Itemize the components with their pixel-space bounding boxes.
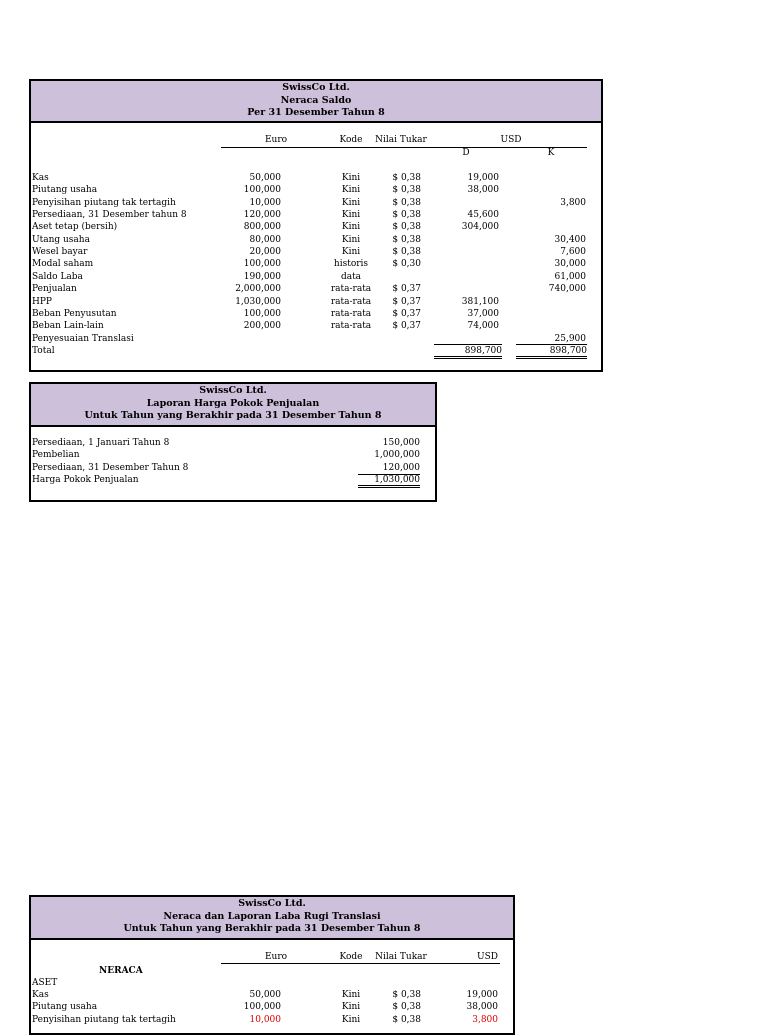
debit-value: 381,100 — [461, 296, 499, 307]
col-header-debit: D — [462, 148, 470, 158]
kode-value: Kini — [341, 990, 361, 1000]
row-label: Pembelian — [32, 450, 80, 461]
row-label: Modal saham — [32, 259, 94, 270]
row-label: HPP — [32, 296, 52, 307]
section-neraca: NERACA — [99, 966, 143, 976]
row-value: 1,000,000 — [374, 450, 420, 461]
translation-table — [29, 895, 515, 1035]
kredit-value — [516, 184, 586, 196]
kredit-value: 7,600 — [560, 247, 586, 258]
kurs-value: $ 0,38 — [392, 197, 421, 208]
euro-value: 200,000 — [243, 321, 281, 332]
row-label: Persediaan, 31 Desember tahun 8 — [32, 210, 187, 221]
debit-value: 38,000 — [467, 185, 499, 196]
header-rule — [221, 963, 500, 964]
euro-value: 20,000 — [249, 247, 281, 258]
col-header-euro: Euro — [264, 952, 288, 962]
row-label: Penyisihan piutang tak tertagih — [32, 197, 176, 208]
euro-value: 50,000 — [249, 173, 281, 183]
euro-value: 100,000 — [243, 308, 281, 319]
kurs-value: $ 0,38 — [392, 173, 421, 183]
kredit-value — [516, 221, 586, 233]
report-period: Untuk Tahun yang Berakhir pada 31 Desember Tahun 8 — [123, 923, 421, 934]
kurs-value: $ 0,37 — [392, 296, 421, 307]
report-date: Per 31 Desember Tahun 8 — [247, 107, 385, 118]
euro-value: 10,000 — [249, 197, 281, 208]
kredit-value — [516, 308, 586, 320]
kode-value: historis — [333, 259, 369, 270]
euro-value: 2,000,000 — [235, 284, 281, 295]
row-label: Beban Penyusutan — [32, 308, 117, 319]
row-label: Total — [32, 346, 55, 356]
kurs-value: $ 0,38 — [392, 185, 421, 196]
kredit-value — [516, 320, 586, 332]
debit-value: 74,000 — [467, 321, 499, 332]
debit-value — [434, 283, 499, 295]
kredit-value — [516, 172, 586, 184]
kode-value: Kini — [341, 173, 361, 183]
kode-value: Kini — [341, 247, 361, 258]
trial-balance-header — [31, 81, 601, 123]
euro-value: 1,030,000 — [235, 296, 281, 307]
kurs-value: $ 0,38 — [392, 222, 421, 233]
kurs-value: $ 0,38 — [392, 1014, 421, 1025]
kurs-value: $ 0,30 — [392, 259, 421, 270]
col-header-kurs: Nilai Tukar — [375, 135, 427, 145]
total-kredit: 898,700 — [516, 345, 587, 359]
euro-value — [221, 333, 281, 345]
col-header-kode: Kode — [339, 952, 363, 962]
kode-value: Kini — [341, 234, 361, 245]
kredit-value: 61,000 — [554, 271, 586, 282]
euro-value: 10,000 — [249, 1014, 281, 1025]
kurs-value: $ 0,38 — [392, 990, 421, 1000]
row-label: Penyisihan piutang tak tertagih — [32, 1014, 176, 1025]
translation-header — [31, 897, 513, 940]
kredit-value: 3,800 — [560, 197, 586, 208]
kode-value: Kini — [341, 1014, 361, 1025]
debit-value — [434, 197, 499, 209]
kurs-value: $ 0,37 — [392, 321, 421, 332]
debit-value: 304,000 — [461, 222, 499, 233]
kredit-value: 25,900 — [554, 333, 586, 344]
col-header-kurs: Nilai Tukar — [375, 952, 427, 962]
kode-value: Kini — [341, 1002, 361, 1013]
kode-value: data — [340, 271, 362, 282]
euro-value: 50,000 — [249, 990, 281, 1000]
row-label: Wesel bayar — [32, 247, 88, 258]
euro-value: 190,000 — [243, 271, 281, 282]
kode-value: Kini — [341, 185, 361, 196]
euro-value: 100,000 — [243, 185, 281, 196]
subsection-aset: ASET — [32, 978, 58, 988]
debit-value: 45,600 — [467, 210, 499, 221]
kurs-value: $ 0,38 — [392, 210, 421, 221]
report-title: Laporan Harga Pokok Penjualan — [146, 397, 320, 409]
kode-value: rata-rata — [330, 308, 372, 319]
kurs-value — [381, 333, 421, 345]
kredit-value — [516, 296, 586, 308]
kurs-value: $ 0,37 — [392, 308, 421, 319]
kode-value: Kini — [341, 222, 361, 233]
kredit-value: 30,400 — [554, 234, 586, 245]
kurs-value: $ 0,38 — [392, 234, 421, 245]
row-label: Beban Lain-lain — [32, 321, 104, 332]
col-header-usd: USD — [477, 952, 498, 962]
total-debit: 898,700 — [434, 345, 502, 359]
euro-value: 800,000 — [243, 222, 281, 233]
report-title: Neraca dan Laporan Laba Rugi Translasi — [163, 910, 381, 922]
kurs-value: $ 0,37 — [392, 284, 421, 295]
debit-value: 37,000 — [467, 308, 499, 319]
kode-value: Kini — [341, 210, 361, 221]
trial-balance-table — [29, 79, 603, 372]
debit-value — [434, 271, 499, 283]
kode-value: Kini — [341, 197, 361, 208]
company-name: SwissCo Ltd. — [282, 82, 350, 93]
row-value: 150,000 — [382, 438, 420, 448]
company-name: SwissCo Ltd. — [238, 898, 306, 909]
row-label: Persediaan, 1 Januari Tahun 8 — [32, 438, 170, 448]
row-label: Persediaan, 31 Desember Tahun 8 — [32, 462, 189, 473]
row-label: Piutang usaha — [32, 185, 98, 196]
report-title: Neraca Saldo — [280, 94, 352, 106]
kredit-value: 30,000 — [554, 259, 586, 270]
col-header-kredit: K — [547, 148, 555, 158]
euro-value: 80,000 — [249, 234, 281, 245]
debit-value — [434, 258, 499, 270]
row-label: Kas — [32, 173, 49, 183]
company-name: SwissCo Ltd. — [199, 385, 267, 396]
row-label: Saldo Laba — [32, 271, 83, 282]
kredit-value — [516, 209, 586, 221]
kurs-value — [381, 271, 421, 283]
kode-value: rata-rata — [330, 296, 372, 307]
kode-value: rata-rata — [330, 284, 372, 295]
kode-value: rata-rata — [330, 321, 372, 332]
row-label: Harga Pokok Penjualan — [32, 474, 139, 485]
kode-value — [321, 333, 381, 345]
cogs-statement-table — [29, 382, 437, 502]
usd-value: 38,000 — [466, 1002, 498, 1013]
col-header-kode: Kode — [339, 135, 363, 145]
row-label: Penjualan — [32, 284, 77, 295]
debit-value: 19,000 — [467, 173, 499, 183]
debit-value — [434, 333, 499, 345]
usd-value: 19,000 — [466, 990, 498, 1000]
kurs-value: $ 0,38 — [392, 1002, 421, 1013]
kurs-value: $ 0,38 — [392, 247, 421, 258]
row-label: Utang usaha — [32, 234, 90, 245]
row-label: Piutang usaha — [32, 1002, 98, 1013]
col-header-usd: USD — [500, 135, 522, 145]
report-period: Untuk Tahun yang Berakhir pada 31 Desember Tahun 8 — [84, 410, 382, 421]
row-value: 120,000 — [358, 462, 420, 475]
row-label: Kas — [32, 990, 49, 1000]
kredit-value: 740,000 — [548, 284, 586, 295]
row-label: Aset tetap (bersih) — [32, 222, 118, 233]
euro-value: 100,000 — [243, 259, 281, 270]
euro-value: 100,000 — [243, 1002, 281, 1013]
row-value: 1,030,000 — [358, 474, 420, 488]
debit-value — [434, 234, 499, 246]
col-header-euro: Euro — [264, 135, 288, 145]
debit-value — [434, 246, 499, 258]
header-rule — [221, 147, 587, 148]
cogs-header — [31, 384, 435, 427]
usd-value: 3,800 — [472, 1014, 498, 1025]
euro-value: 120,000 — [243, 210, 281, 221]
row-label: Penyesuaian Translasi — [32, 333, 134, 344]
